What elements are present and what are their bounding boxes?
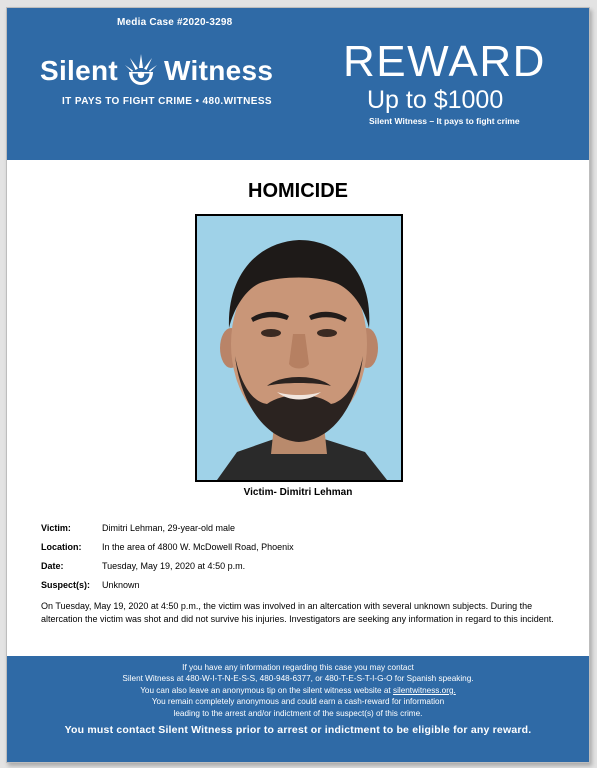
footer-banner [7, 656, 589, 762]
reward-amount: Up to $1000 [367, 86, 504, 114]
footer-line-text: You can also leave an anonymous tip on the silent witness website at [140, 685, 393, 695]
detail-row-location [41, 537, 294, 556]
victim-photo [195, 214, 403, 482]
tagline: IT PAYS TO FIGHT CRIME • 480.WITNESS [62, 96, 272, 107]
reward-note: Silent Witness – It pays to fight crime [369, 116, 520, 126]
footer-line: leading to the arrest and/or indictment of the suspect(s) of this crime. [173, 708, 423, 718]
wanted-poster [6, 7, 590, 763]
footer-line-website [7, 685, 589, 696]
photo-caption: Victim- Dimitri Lehman [243, 487, 353, 498]
header-banner [7, 8, 589, 160]
case-details [41, 518, 294, 594]
detail-label: Suspect(s): [41, 579, 91, 590]
crime-title: HOMICIDE [248, 180, 348, 202]
reward-heading: REWARD [343, 37, 546, 86]
victim-portrait [197, 216, 401, 480]
logo-text-right: Witness [164, 55, 274, 86]
detail-label: Date: [41, 560, 64, 571]
media-case-number: Media Case #2020-3298 [117, 17, 233, 28]
detail-row-date [41, 556, 294, 575]
sun-eye-icon [124, 51, 158, 91]
detail-label: Location: [41, 541, 82, 552]
eligibility-notice: You must contact Silent Witness prior to arrest or indictment to be eligible for any reward. [64, 724, 532, 737]
detail-row-victim [41, 518, 294, 537]
detail-row-suspects [41, 575, 294, 594]
footer-line: Silent Witness at 480-W-I-T-N-E-S-S, 480-948-6377, or 480-T-E-S-T-I-G-O for Spanish speaking. [122, 674, 474, 684]
website-link[interactable]: silentwitness.org. [392, 685, 456, 695]
case-summary: On Tuesday, May 19, 2020 at 4:50 p.m., the victim was involved in an altercation with several unknown subjects. During the altercation the victim was shot and did not survive his injuries. Investigators are seeking any information in regard to this incident. [41, 601, 554, 624]
detail-value: Dimitri Lehman, 29-year-old male [102, 522, 236, 533]
detail-value: Tuesday, May 19, 2020 at 4:50 p.m. [102, 560, 246, 571]
detail-value: Unknown [102, 579, 140, 590]
footer-line: You remain completely anonymous and could earn a cash-reward for information [151, 697, 445, 707]
logo-text-left: Silent [40, 55, 119, 86]
detail-value: In the area of 4800 W. McDowell Road, Phoenix [102, 541, 294, 552]
detail-label: Victim: [41, 522, 71, 533]
footer-line: If you have any information regarding this case you may contact [182, 663, 414, 672]
silent-witness-logo [40, 51, 273, 91]
